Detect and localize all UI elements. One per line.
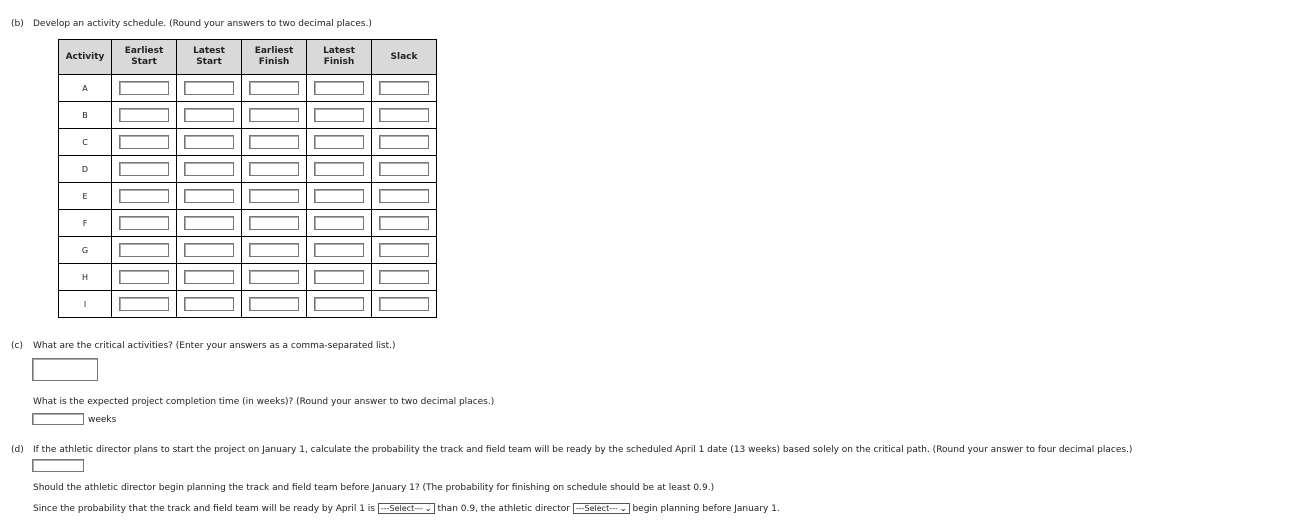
- latest-finish-input[interactable]: [314, 216, 364, 230]
- cell-latest-finish: [307, 210, 372, 237]
- cell-slack: [372, 102, 437, 129]
- table-row: [59, 156, 437, 183]
- activity-label: I: [59, 291, 112, 318]
- activity-label: C: [59, 129, 112, 156]
- header-activity: Activity: [59, 40, 112, 75]
- latest-start-input[interactable]: [184, 81, 234, 95]
- earliest-finish-input[interactable]: [249, 243, 299, 257]
- comparison-select[interactable]: [378, 503, 435, 514]
- cell-earliest-finish: [242, 129, 307, 156]
- cell-latest-finish: [307, 75, 372, 102]
- latest-start-input[interactable]: [184, 297, 234, 311]
- sentence-part2: than 0.9, the athletic director: [437, 504, 570, 514]
- earliest-finish-input[interactable]: [249, 135, 299, 149]
- table-header-row: [59, 40, 437, 75]
- conclusion-sentence: [33, 503, 780, 514]
- weeks-unit-label: weeks: [88, 415, 117, 425]
- cell-earliest-finish: [242, 291, 307, 318]
- latest-finish-input[interactable]: [314, 270, 364, 284]
- sentence-part3: begin planning before January 1.: [632, 504, 780, 514]
- cell-latest-finish: [307, 129, 372, 156]
- part-c-text: What are the critical activities? (Enter your answers as a comma-separated list.): [33, 341, 396, 351]
- cell-latest-start: [177, 156, 242, 183]
- activity-label: F: [59, 210, 112, 237]
- latest-finish-input[interactable]: [314, 108, 364, 122]
- chevron-down-icon: ⌄: [424, 504, 432, 513]
- latest-finish-input[interactable]: [314, 243, 364, 257]
- slack-input[interactable]: [379, 270, 429, 284]
- cell-earliest-start: [112, 102, 177, 129]
- cell-latest-start: [177, 264, 242, 291]
- cell-latest-start: [177, 129, 242, 156]
- cell-earliest-start: [112, 237, 177, 264]
- earliest-finish-input[interactable]: [249, 189, 299, 203]
- slack-input[interactable]: [379, 81, 429, 95]
- activity-label: A: [59, 75, 112, 102]
- earliest-finish-input[interactable]: [249, 297, 299, 311]
- earliest-finish-input[interactable]: [249, 216, 299, 230]
- part-d-prompt: [11, 445, 1132, 455]
- cell-earliest-start: [112, 291, 177, 318]
- table-row: [59, 129, 437, 156]
- earliest-start-input[interactable]: [119, 108, 169, 122]
- latest-start-input[interactable]: [184, 162, 234, 176]
- earliest-start-input[interactable]: [119, 135, 169, 149]
- decision-select-value: ---Select---: [575, 504, 618, 513]
- table-row: [59, 291, 437, 318]
- activity-schedule-table: [58, 39, 437, 318]
- earliest-finish-input[interactable]: [249, 108, 299, 122]
- cell-slack: [372, 183, 437, 210]
- cell-latest-finish: [307, 183, 372, 210]
- cell-latest-finish: [307, 291, 372, 318]
- header-latest-finish: Latest Finish: [307, 40, 372, 75]
- slack-input[interactable]: [379, 162, 429, 176]
- earliest-start-input[interactable]: [119, 162, 169, 176]
- latest-finish-input[interactable]: [314, 162, 364, 176]
- latest-finish-input[interactable]: [314, 81, 364, 95]
- cell-earliest-start: [112, 264, 177, 291]
- latest-finish-input[interactable]: [314, 189, 364, 203]
- latest-start-input[interactable]: [184, 108, 234, 122]
- cell-latest-finish: [307, 102, 372, 129]
- slack-input[interactable]: [379, 108, 429, 122]
- cell-earliest-finish: [242, 75, 307, 102]
- earliest-finish-input[interactable]: [249, 270, 299, 284]
- cell-slack: [372, 237, 437, 264]
- cell-earliest-start: [112, 156, 177, 183]
- latest-start-input[interactable]: [184, 216, 234, 230]
- activity-label: B: [59, 102, 112, 129]
- table-row: [59, 183, 437, 210]
- earliest-start-input[interactable]: [119, 243, 169, 257]
- critical-activities-input[interactable]: [32, 358, 98, 381]
- latest-start-input[interactable]: [184, 135, 234, 149]
- cell-earliest-finish: [242, 102, 307, 129]
- slack-input[interactable]: [379, 243, 429, 257]
- planning-question: Should the athletic director begin planning the track and field team before January 1? (The probability for finishing on schedule should be at least 0.9.): [33, 483, 715, 493]
- earliest-start-input[interactable]: [119, 297, 169, 311]
- latest-start-input[interactable]: [184, 189, 234, 203]
- header-latest-start: Latest Start: [177, 40, 242, 75]
- cell-latest-finish: [307, 156, 372, 183]
- table-row: [59, 75, 437, 102]
- cell-earliest-finish: [242, 156, 307, 183]
- part-b-prompt: [11, 19, 372, 29]
- activity-label: H: [59, 264, 112, 291]
- cell-slack: [372, 129, 437, 156]
- cell-latest-start: [177, 237, 242, 264]
- table-row: [59, 264, 437, 291]
- latest-start-input[interactable]: [184, 243, 234, 257]
- cell-slack: [372, 210, 437, 237]
- latest-finish-input[interactable]: [314, 135, 364, 149]
- cell-latest-start: [177, 102, 242, 129]
- header-earliest-finish: Earliest Finish: [242, 40, 307, 75]
- cell-earliest-finish: [242, 210, 307, 237]
- completion-time-input[interactable]: [32, 413, 84, 425]
- part-c-prompt: [11, 341, 396, 351]
- earliest-start-input[interactable]: [119, 189, 169, 203]
- earliest-finish-input[interactable]: [249, 162, 299, 176]
- cell-slack: [372, 264, 437, 291]
- slack-input[interactable]: [379, 189, 429, 203]
- earliest-start-input[interactable]: [119, 81, 169, 95]
- cell-slack: [372, 291, 437, 318]
- cell-earliest-finish: [242, 183, 307, 210]
- header-earliest-start: Earliest Start: [112, 40, 177, 75]
- cell-earliest-finish: [242, 264, 307, 291]
- cell-earliest-start: [112, 210, 177, 237]
- table-row: [59, 210, 437, 237]
- part-d-text: If the athletic director plans to start the project on January 1, calculate the probability the track and field team will be ready by the scheduled April 1 date (13 weeks) based solely on the critical path. (Round your answer to four decimal places.): [33, 445, 1133, 455]
- part-c-label: (c): [11, 341, 23, 351]
- table-row: [59, 237, 437, 264]
- slack-input[interactable]: [379, 135, 429, 149]
- probability-input[interactable]: [32, 459, 84, 472]
- sentence-part1: Since the probability that the track and field team will be ready by April 1 is: [33, 504, 375, 514]
- cell-earliest-start: [112, 129, 177, 156]
- completion-time-prompt: What is the expected project completion time (in weeks)? (Round your answer to two decimal places.): [33, 397, 495, 407]
- cell-slack: [372, 156, 437, 183]
- cell-latest-start: [177, 75, 242, 102]
- slack-input[interactable]: [379, 297, 429, 311]
- header-slack: Slack: [372, 40, 437, 75]
- cell-earliest-start: [112, 75, 177, 102]
- cell-earliest-finish: [242, 237, 307, 264]
- latest-start-input[interactable]: [184, 270, 234, 284]
- activity-label: G: [59, 237, 112, 264]
- cell-latest-finish: [307, 264, 372, 291]
- latest-finish-input[interactable]: [314, 297, 364, 311]
- activity-label: E: [59, 183, 112, 210]
- earliest-start-input[interactable]: [119, 216, 169, 230]
- cell-slack: [372, 75, 437, 102]
- comparison-select-value: ---Select---: [380, 504, 423, 513]
- cell-latest-start: [177, 183, 242, 210]
- cell-latest-finish: [307, 237, 372, 264]
- part-d-label: (d): [11, 445, 24, 455]
- slack-input[interactable]: [379, 216, 429, 230]
- part-b-label: (b): [11, 19, 24, 29]
- activity-label: D: [59, 156, 112, 183]
- cell-latest-start: [177, 210, 242, 237]
- table-row: [59, 102, 437, 129]
- decision-select[interactable]: [573, 503, 630, 514]
- cell-earliest-start: [112, 183, 177, 210]
- cell-latest-start: [177, 291, 242, 318]
- part-b-text: Develop an activity schedule. (Round your answers to two decimal places.): [33, 19, 372, 29]
- earliest-finish-input[interactable]: [249, 81, 299, 95]
- chevron-down-icon: ⌄: [619, 504, 627, 513]
- earliest-start-input[interactable]: [119, 270, 169, 284]
